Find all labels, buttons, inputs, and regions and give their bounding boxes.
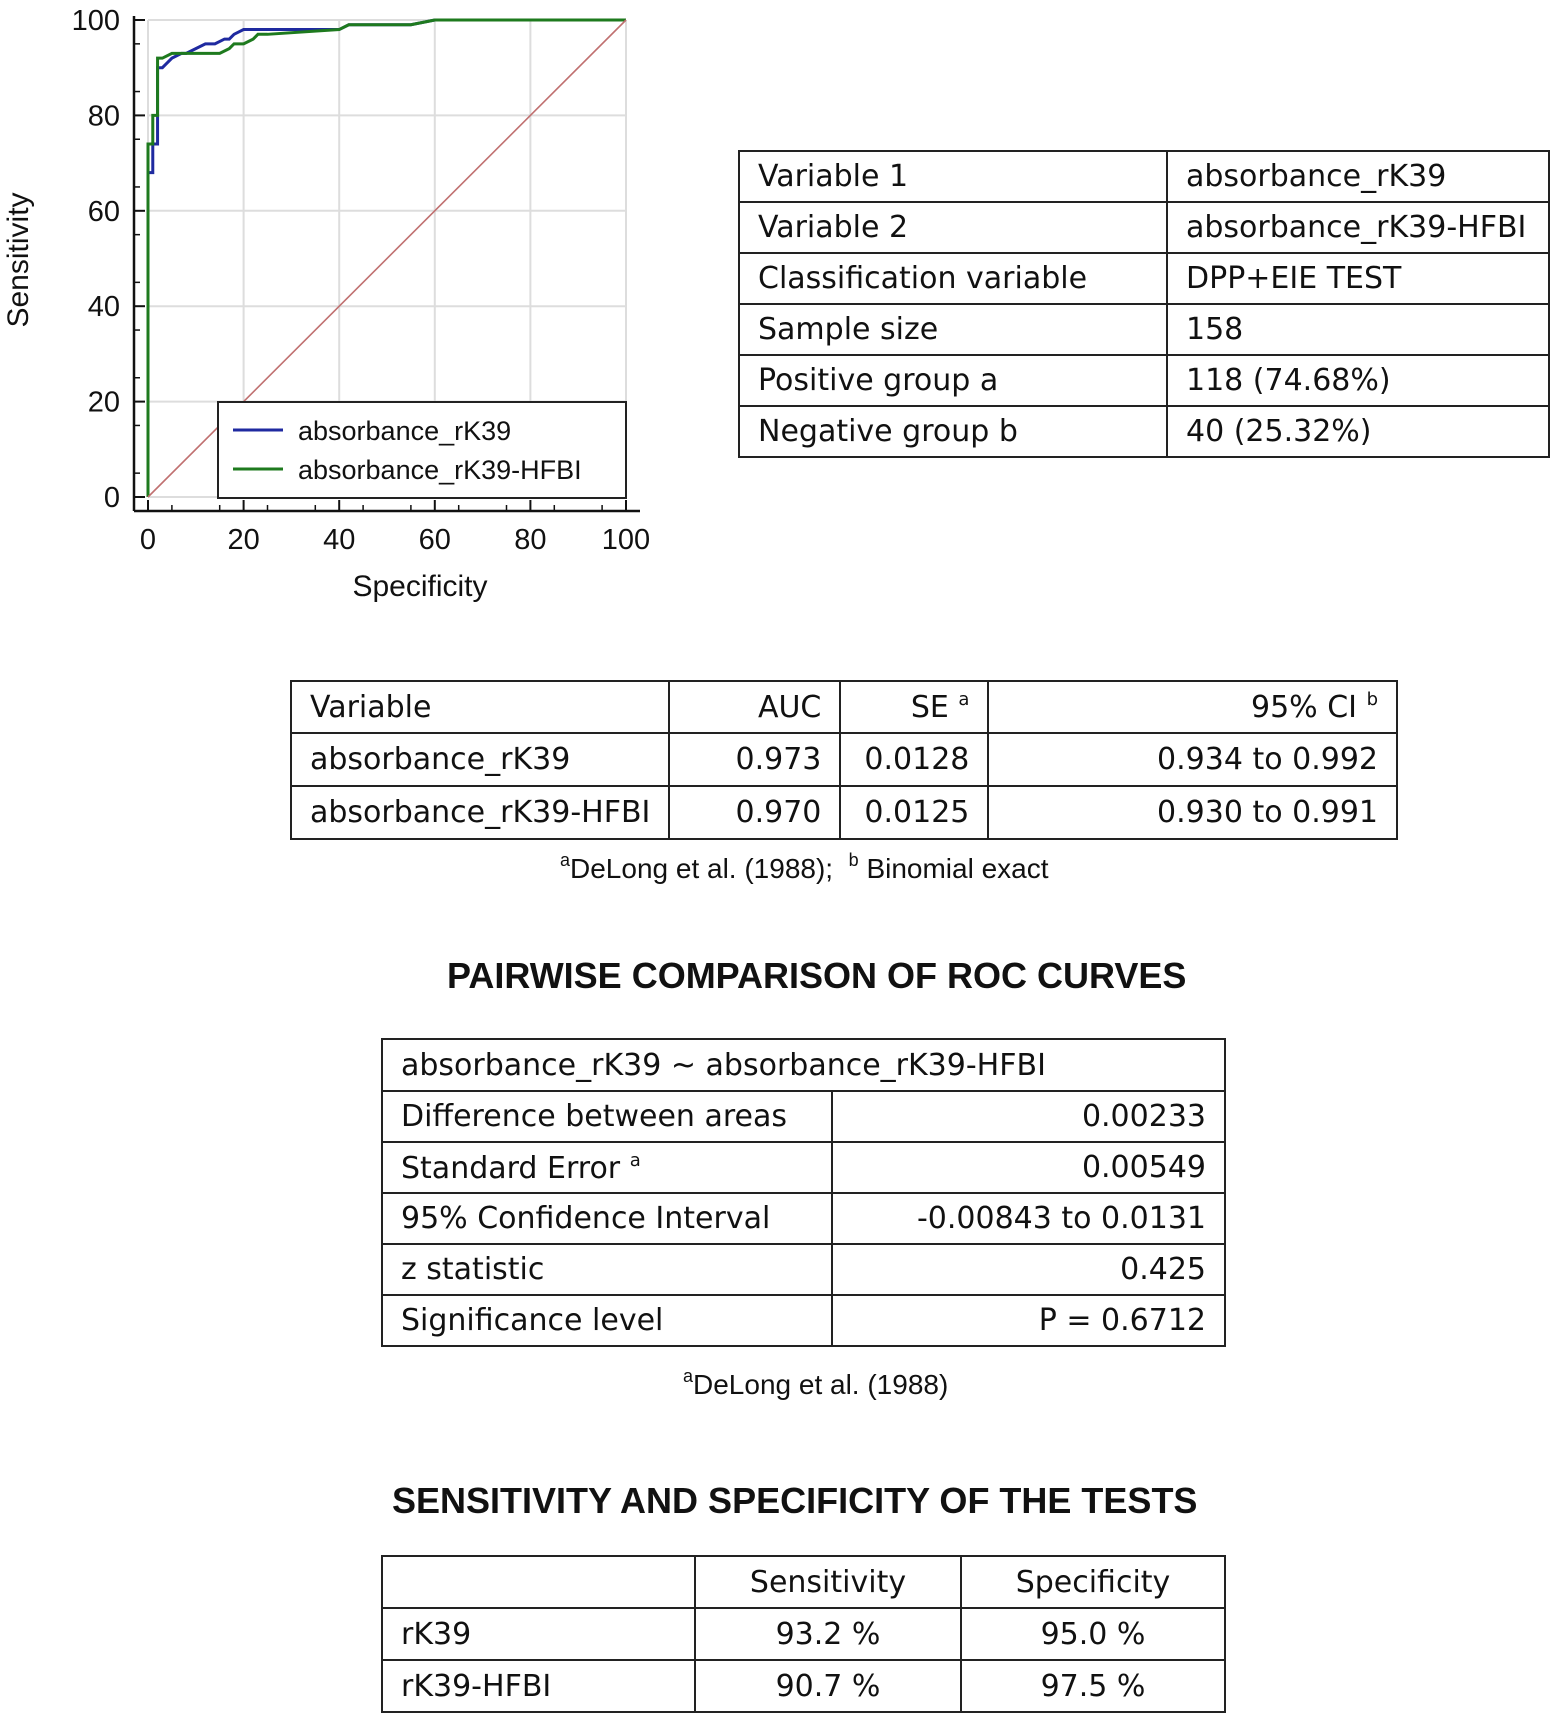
info-label: Sample size: [739, 304, 1167, 355]
auc-cell-ci: 0.930 to 0.991: [988, 786, 1397, 839]
auc-header-ci: 95% CI $^b$: [988, 681, 1397, 733]
auc-cell-variable: absorbance_rK39-HFBI: [291, 786, 669, 839]
pairwise-value: 0.425: [832, 1244, 1225, 1295]
auc-row-rk39: [291, 733, 1397, 786]
info-value: DPP+EIE TEST: [1167, 253, 1549, 304]
sens-spec-heading: SENSITIVITY AND SPECIFICITY OF THE TESTS: [392, 1480, 1198, 1521]
info-value: absorbance_rK39: [1167, 151, 1549, 202]
auc-cell-se: 0.0128: [840, 733, 988, 786]
auc-footnote: $^a$DeLong et al. (1988); $^b$ Binomial exact: [560, 850, 1049, 884]
pairwise-value: 0.00549: [832, 1142, 1225, 1193]
info-table: [738, 150, 1550, 458]
y-tick-label: 0: [103, 482, 120, 514]
pairwise-title-row: [382, 1039, 1225, 1091]
sens-spec-header-test: [382, 1556, 695, 1608]
pairwise-table: [381, 1038, 1226, 1347]
x-tick-label: 40: [323, 524, 356, 556]
pairwise-value: 0.00233: [832, 1091, 1225, 1142]
sens-spec-table: [381, 1555, 1226, 1713]
info-value: 118 (74.68%): [1167, 355, 1549, 406]
pairwise-row: [382, 1142, 1225, 1193]
sens-spec-row-rk39-hfbi: [382, 1660, 1225, 1712]
legend-label-rk39: absorbance_rK39: [298, 416, 512, 446]
x-axis-label: Specificity: [352, 570, 488, 603]
chart-legend: [218, 402, 626, 498]
sens-spec-row-rk39: [382, 1608, 1225, 1660]
info-label: Negative group b: [739, 406, 1167, 457]
info-row: [739, 202, 1549, 253]
x-tick-label: 60: [418, 524, 451, 556]
auc-header-auc: AUC: [669, 681, 840, 733]
pairwise-value: -0.00843 to 0.0131: [832, 1193, 1225, 1244]
sens-spec-cell-test: rK39-HFBI: [382, 1660, 695, 1712]
info-row: [739, 406, 1549, 457]
y-tick-label: 100: [71, 5, 120, 37]
auc-cell-variable: absorbance_rK39: [291, 733, 669, 786]
auc-header-variable: Variable: [291, 681, 669, 733]
sens-spec-header-sensitivity: Sensitivity: [695, 1556, 961, 1608]
x-tick-label: 80: [514, 524, 547, 556]
x-tick-label: 20: [227, 524, 260, 556]
auc-cell-auc: 0.970: [669, 786, 840, 839]
auc-table: [290, 680, 1398, 840]
info-value: absorbance_rK39-HFBI: [1167, 202, 1549, 253]
info-value: 40 (25.32%): [1167, 406, 1549, 457]
roc-chart: [0, 0, 680, 610]
x-tick-label: 100: [601, 524, 651, 556]
y-tick-label: 80: [87, 100, 120, 133]
sens-spec-cell-sensitivity: 93.2 %: [695, 1608, 961, 1660]
sens-spec-header-specificity: Specificity: [961, 1556, 1225, 1608]
auc-row-rk39-hfbi: [291, 786, 1397, 839]
y-axis-label: Sensitivity: [2, 192, 35, 328]
sens-spec-cell-test: rK39: [382, 1608, 695, 1660]
pairwise-heading: PAIRWISE COMPARISON OF ROC CURVES: [447, 955, 1187, 996]
pairwise-label: z statistic: [382, 1244, 832, 1295]
pairwise-row: [382, 1244, 1225, 1295]
info-row: [739, 151, 1549, 202]
pairwise-row: [382, 1091, 1225, 1142]
x-tick-label: 0: [139, 524, 157, 556]
sens-spec-cell-sensitivity: 90.7 %: [695, 1660, 961, 1712]
info-label: Variable 1: [739, 151, 1167, 202]
info-label: Variable 2: [739, 202, 1167, 253]
info-row: [739, 355, 1549, 406]
auc-cell-se: 0.0125: [840, 786, 988, 839]
info-label: Positive group a: [739, 355, 1167, 406]
auc-cell-auc: 0.973: [669, 733, 840, 786]
info-row: [739, 304, 1549, 355]
pairwise-label: 95% Confidence Interval: [382, 1193, 832, 1244]
pairwise-footnote: $^a$DeLong et al. (1988): [683, 1366, 949, 1400]
pairwise-value: P = 0.6712: [832, 1295, 1225, 1346]
auc-cell-ci: 0.934 to 0.992: [988, 733, 1397, 786]
y-tick-label: 20: [87, 386, 120, 419]
pairwise-title: absorbance_rK39 ~ absorbance_rK39-HFBI: [382, 1039, 1225, 1091]
sens-spec-cell-specificity: 97.5 %: [961, 1660, 1225, 1712]
info-label: Classification variable: [739, 253, 1167, 304]
auc-header-row: [291, 681, 1397, 733]
sens-spec-header-row: [382, 1556, 1225, 1608]
pairwise-row: [382, 1295, 1225, 1346]
legend-label-rk39-hfbi: absorbance_rK39-HFBI: [298, 455, 582, 485]
pairwise-row: [382, 1193, 1225, 1244]
y-tick-label: 60: [87, 195, 120, 228]
sens-spec-cell-specificity: 95.0 %: [961, 1608, 1225, 1660]
info-row: [739, 253, 1549, 304]
pairwise-label: Significance level: [382, 1295, 832, 1346]
info-value: 158: [1167, 304, 1549, 355]
pairwise-label: Standard Error $^a$: [382, 1142, 832, 1193]
y-tick-label: 40: [87, 291, 120, 324]
auc-header-se: SE $^a$: [840, 681, 988, 733]
pairwise-label: Difference between areas: [382, 1091, 832, 1142]
